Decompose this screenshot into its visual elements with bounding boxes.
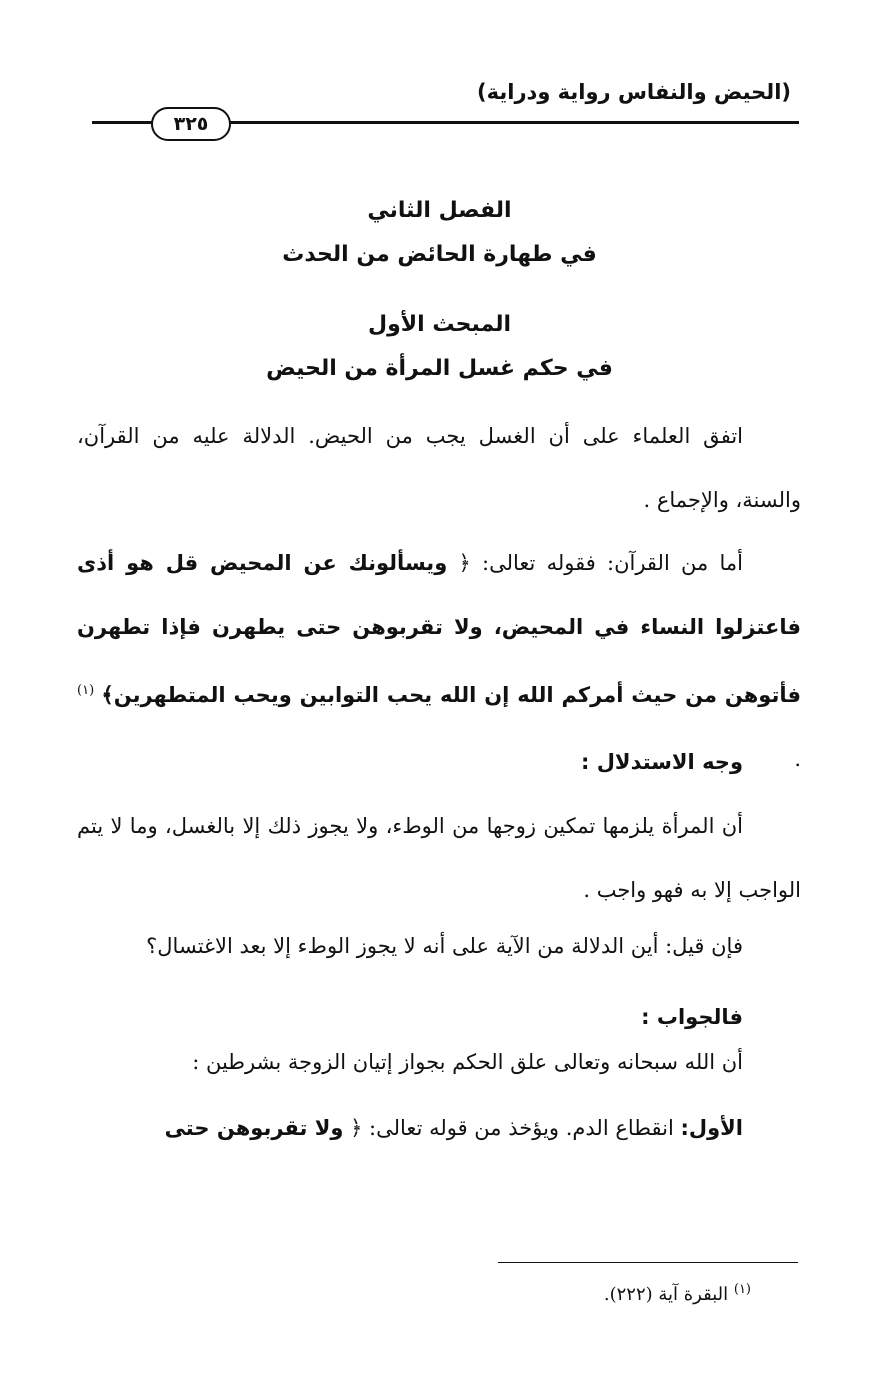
chapter-title: الفصل الثاني bbox=[367, 198, 512, 223]
quran-verse: ويسألونك عن المحيض قل هو أذى فاعتزلوا النساء في المحيض، ولا تقربوهن حتى يطهرن فإذا تطهرن فأتوهن من حيث أمركم الله إن الله يحب التوابين ويحب المتطهرين bbox=[77, 551, 801, 707]
paragraph-inference: أن المرأة يلزمها تمكين زوجها من الوطء، ولا يجوز ذلك إلا بالغسل، وما لا يتم الواجب إلا به فهو واجب . bbox=[77, 814, 801, 902]
footnote-ref: (١) bbox=[77, 683, 95, 698]
quran-intro: أما من القرآن: فقوله تعالى: ﴿ bbox=[447, 551, 743, 575]
answer-heading: فالجواب : bbox=[641, 1005, 743, 1029]
paragraph-answer: أن الله سبحانه وتعالى علق الحكم بجواز إتيان الزوجة بشرطين : bbox=[192, 1050, 743, 1074]
footnote-text: البقرة آية (٢٢٢). bbox=[603, 1284, 734, 1305]
section-title: المبحث الأول bbox=[367, 312, 512, 337]
paragraph-consensus: اتفق العلماء على أن الغسل يجب من الحيض. الدلالة عليه من القرآن، والسنة، والإجماع . bbox=[77, 424, 801, 512]
quran-close: ﴾ bbox=[101, 683, 114, 707]
footnote bbox=[604, 1282, 751, 1305]
first-condition-verse: ولا تقربوهن حتى bbox=[164, 1116, 344, 1140]
running-title: (الحيض والنفاس رواية ودراية) bbox=[477, 80, 791, 104]
page-number: ٣٢٥ bbox=[151, 107, 231, 141]
first-condition-label: الأول: bbox=[680, 1116, 743, 1140]
first-condition-text: انقطاع الدم. ويؤخذ من قوله تعالى: ﴿ bbox=[343, 1116, 681, 1140]
section-subtitle: في حكم غسل المرأة من الحيض bbox=[266, 356, 613, 381]
footnote-marker: (١) bbox=[733, 1282, 751, 1297]
paragraph-first-condition bbox=[77, 1096, 801, 1160]
quran-end: . bbox=[794, 747, 801, 771]
paragraph-objection: فإن قيل: أين الدلالة من الآية على أنه لا يجوز الوطء إلا بعد الاغتسال؟ bbox=[146, 934, 743, 958]
inference-heading: وجه الاستدلال : bbox=[581, 750, 743, 774]
chapter-subtitle: في طهارة الحائض من الحدث bbox=[282, 242, 597, 267]
footnote-rule bbox=[498, 1262, 798, 1263]
